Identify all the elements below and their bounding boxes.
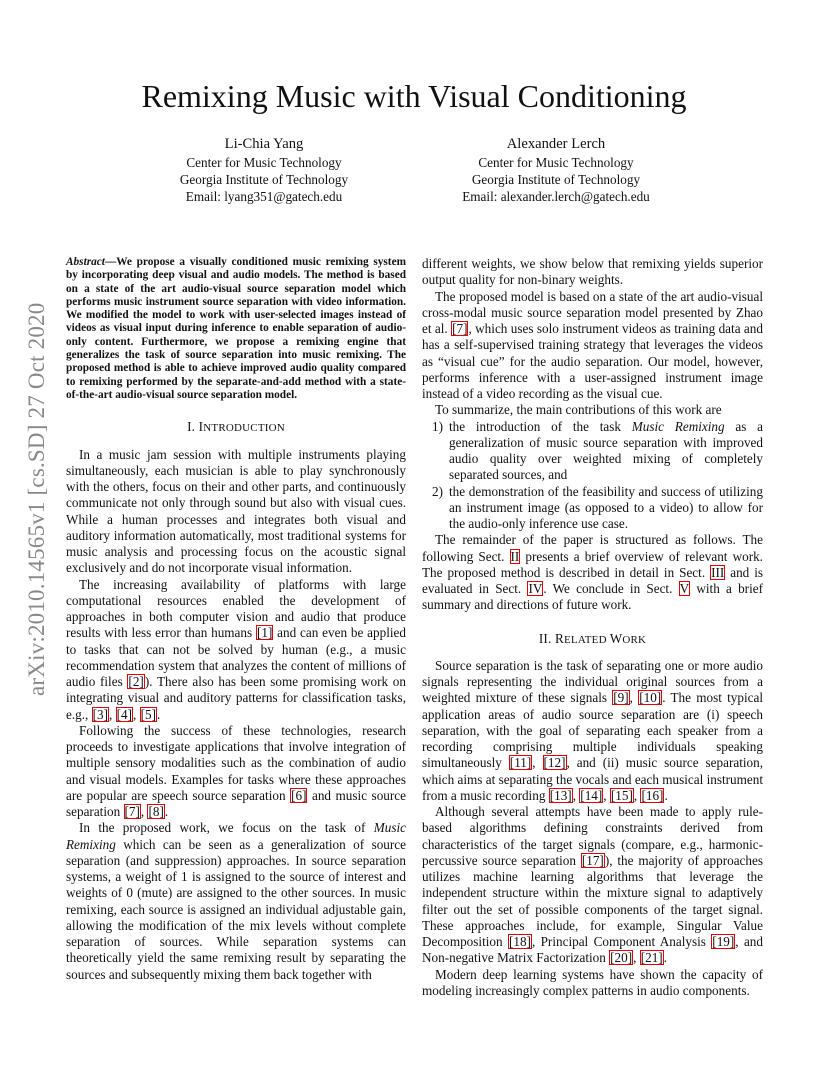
paragraph [66, 723, 406, 821]
citation-link[interactable]: [2] [128, 674, 144, 690]
text: and music source separation [66, 787, 406, 820]
citation-link[interactable]: [5] [140, 706, 156, 722]
text: In a music jam session with multiple instruments playing simultaneously, each musician is able to play synchronously with the others, focus on their and other parts, and continuously communicate not only through sound but also with visual cues. While a human processes and integrates both visual and auditory information automatically, most traditional systems for music analysis and processing focus on the acoustic signal exclusively and do not incorporate visual information. [66, 446, 406, 576]
list-number: 2) [432, 483, 443, 499]
citation-link[interactable]: [12] [543, 755, 566, 771]
arxiv-stamp: arXiv:2010.14565v1 [cs.SD] 27 Oct 2020 [24, 302, 49, 696]
citation-link[interactable]: [3] [92, 706, 109, 722]
author-affiliation: Center for Music Technology [186, 155, 342, 170]
text: as a generalization of music source separation with improved audio quality over weighted mixing of completely separated sources, and [449, 418, 763, 483]
section-numeral: I. [187, 419, 199, 435]
paragraph [422, 402, 763, 418]
list-item [422, 419, 763, 484]
text: Modern deep learning systems have shown the capacity of modeling increasingly complex patterns in audio components. [422, 966, 763, 998]
list-item [422, 484, 763, 533]
section-title-rest: NTRODUCTION [203, 422, 285, 435]
citation-link[interactable]: [17] [581, 852, 604, 868]
separator: , [603, 787, 610, 803]
author-block-2 [406, 134, 706, 205]
section-link[interactable]: II [510, 548, 520, 564]
author-name: Li-Chia Yang [224, 136, 304, 152]
text: presents a brief overview of relevant work. The proposed method is described in detail in Sect. [422, 548, 763, 580]
citation-link[interactable]: [14] [580, 787, 603, 803]
text: ). There also has been some promising work on integrating visual and auditory patterns for classification tasks, e.g., [66, 674, 406, 722]
text: . [157, 706, 161, 722]
text: Source separation is the task of separating one or more audio signals representing the individual original sources from a weighted mixture of these signals [422, 657, 763, 706]
separator: , [572, 787, 580, 803]
text: Although several attempts have been made to apply rule-based algorithms defining constraints derived from characteristics of the target signals (compare, e.g., harmonic-percussive source separation [422, 804, 763, 868]
text: . The most typical application areas of audio source separation are (i) speech separation, with the goal of separating each speaker from a recording comprising multiple individuals speaking simultaneously [422, 690, 763, 771]
citation-link[interactable]: [21] [640, 950, 663, 966]
paragraph [66, 820, 406, 983]
paragraph [422, 532, 763, 613]
text: , which uses solo instrument videos as training data and has a self-supervised training strategy that leverages the videos as “visual cue” for the audio separation. Our model, however, performs inference with a user-assigned instrument image instead of a video recording as the visual cue. [422, 321, 763, 401]
citation-link[interactable]: [13] [549, 787, 572, 803]
section-link[interactable]: V [679, 581, 690, 596]
text: the introduction of the task [449, 418, 632, 434]
separator: , [633, 787, 641, 803]
abstract [66, 256, 406, 402]
citation-link[interactable]: [7] [124, 804, 140, 820]
text: . [664, 787, 668, 803]
left-column [66, 256, 406, 983]
citation-link[interactable]: [9] [613, 690, 629, 706]
paper-title: Remixing Music with Visual Conditioning [141, 78, 687, 114]
abstract-label: Abstract [66, 256, 105, 268]
citation-link[interactable]: [18] [508, 934, 531, 949]
text: , and Non-negative Matrix Factorization [422, 934, 763, 966]
text: The remainder of the paper is structured as follows. The following Sect. [422, 532, 763, 564]
author-email: Email: lyang351@gatech.edu [185, 189, 343, 204]
text: and can even be applied to tasks that can not be solved by human (e.g., a music recommendation system that analyzes the content of millions of audio files [66, 625, 406, 690]
list-number: 1) [432, 418, 443, 434]
text: with a brief summary and directions of future work. [422, 581, 763, 613]
paragraph [66, 447, 406, 577]
text: and is evaluated in Sect. [422, 564, 763, 596]
paragraph [66, 577, 406, 723]
section-link[interactable]: IV [528, 581, 543, 596]
citation-link[interactable]: [11] [509, 755, 532, 771]
author-email: Email: alexander.lerch@gatech.edu [462, 189, 650, 204]
section-link[interactable]: III [711, 564, 725, 580]
paragraph [422, 256, 763, 289]
emphasis: Music Remixing [631, 418, 725, 434]
citation-link[interactable]: [1] [256, 625, 273, 641]
section-numeral: II. [538, 630, 555, 646]
paragraph [422, 967, 763, 1000]
paragraph [422, 289, 763, 403]
citation-link[interactable]: [6] [291, 787, 307, 803]
citation-link[interactable]: [8] [148, 804, 164, 820]
text: . We conclude in Sect. [543, 581, 679, 596]
separator: , [633, 950, 640, 966]
emphasis: Music Remixing [66, 820, 406, 852]
text: , and (ii) music source separation, which aims at separating the vocals and each musical instrument from a music recording [422, 755, 764, 803]
author-institution: Georgia Institute of Technology [179, 172, 349, 187]
text: . [164, 804, 169, 820]
paragraph [422, 658, 763, 804]
citation-link[interactable]: [15] [610, 787, 633, 803]
text: the demonstration of the feasibility and success of utilizing an instrument image (as opposed to a video) to allow for the audio-only inference use case. [449, 483, 763, 531]
separator: , [133, 706, 140, 722]
separator: , [140, 804, 148, 820]
text: which can be seen as a generalization of source separation (and suppression) approaches. In source separation systems, a weight of 1 is assigned to the source of interest and weights of 0 (mute) are assigned to the other sources. In music remixing, each source is assigned an individual adjustable gain, allowing the modification of the mix levels without complete separation of sources. While separation systems can theoretically yield the same remixing result by separating the sources and subsequently mixing them back together with [66, 836, 406, 982]
text: Following the success of these technologies, research proceeds to investigate applications that involve integration of multiple sensory modalities such as the combination of audio and visual models. Examples for tasks where these approaches are popular are speech source separation [66, 722, 406, 803]
citation-link[interactable]: [10] [639, 690, 662, 706]
right-column [422, 256, 763, 999]
citation-link[interactable]: [4] [116, 706, 133, 722]
separator: , [532, 755, 543, 771]
section-title-initial: R [555, 630, 564, 646]
section-title-rest: ELATED [564, 633, 610, 646]
text: , Principal Component Analysis [531, 934, 712, 949]
section-title-initial: I [198, 419, 204, 435]
text: . [663, 950, 667, 966]
author-institution: Georgia Institute of Technology [471, 172, 641, 187]
citation-link[interactable]: [16] [641, 787, 664, 803]
section-heading-related-work [422, 631, 763, 648]
text: ), the majority of approaches utilizes machine learning algorithms that leverage the independent structure within the mixture signal to adaptively filter out the set of possible components of the target signal. These approaches include, for example, Singular Value Decomposition [422, 852, 763, 949]
citation-link[interactable]: [19] [712, 934, 735, 949]
section-title-initial: W [609, 630, 623, 646]
citation-link[interactable]: [7] [452, 321, 468, 336]
author-affiliation: Center for Music Technology [478, 155, 634, 170]
contributions-list [422, 419, 763, 533]
author-name: Alexander Lerch [506, 136, 606, 152]
text: To summarize, the main contributions of this work are [435, 402, 722, 418]
abstract-text: —We propose a visually conditioned music remixing system by incorporating deep visual and audio models. The method is based on a state of the art audio-visual source separation model which performs music instrument source separation with video information. We modified the model to work with user-selected images instead of videos as visual input during inference to enable separation of audio-only content. Furthermore, we propose a remixing engine that generalizes the task of source separation into music remixing. The proposed method is able to achieve improved audio quality compared to remixing performed by the separate-and-add method with a state-of-the-art audio-visual source separation model. [66, 256, 406, 401]
text: In the proposed work, we focus on the task of [79, 820, 374, 836]
citation-link[interactable]: [20] [610, 950, 633, 966]
text: The increasing availability of platforms with large computational resources enabled the development of approaches in both computer vision and audio that produce results with less error than humans [66, 576, 406, 641]
author-block-1 [114, 134, 414, 205]
text: The proposed model is based on a state of the art audio-visual cross-modal music source separation model presented by Zhao et al. [422, 288, 763, 336]
text: different weights, we show below that remixing yields superior output quality for non-binary weights. [422, 256, 763, 288]
separator: , [629, 690, 639, 706]
paragraph [422, 804, 763, 967]
separator: , [109, 706, 116, 722]
section-title-rest: ORK [622, 633, 647, 646]
section-heading-introduction [66, 419, 406, 436]
